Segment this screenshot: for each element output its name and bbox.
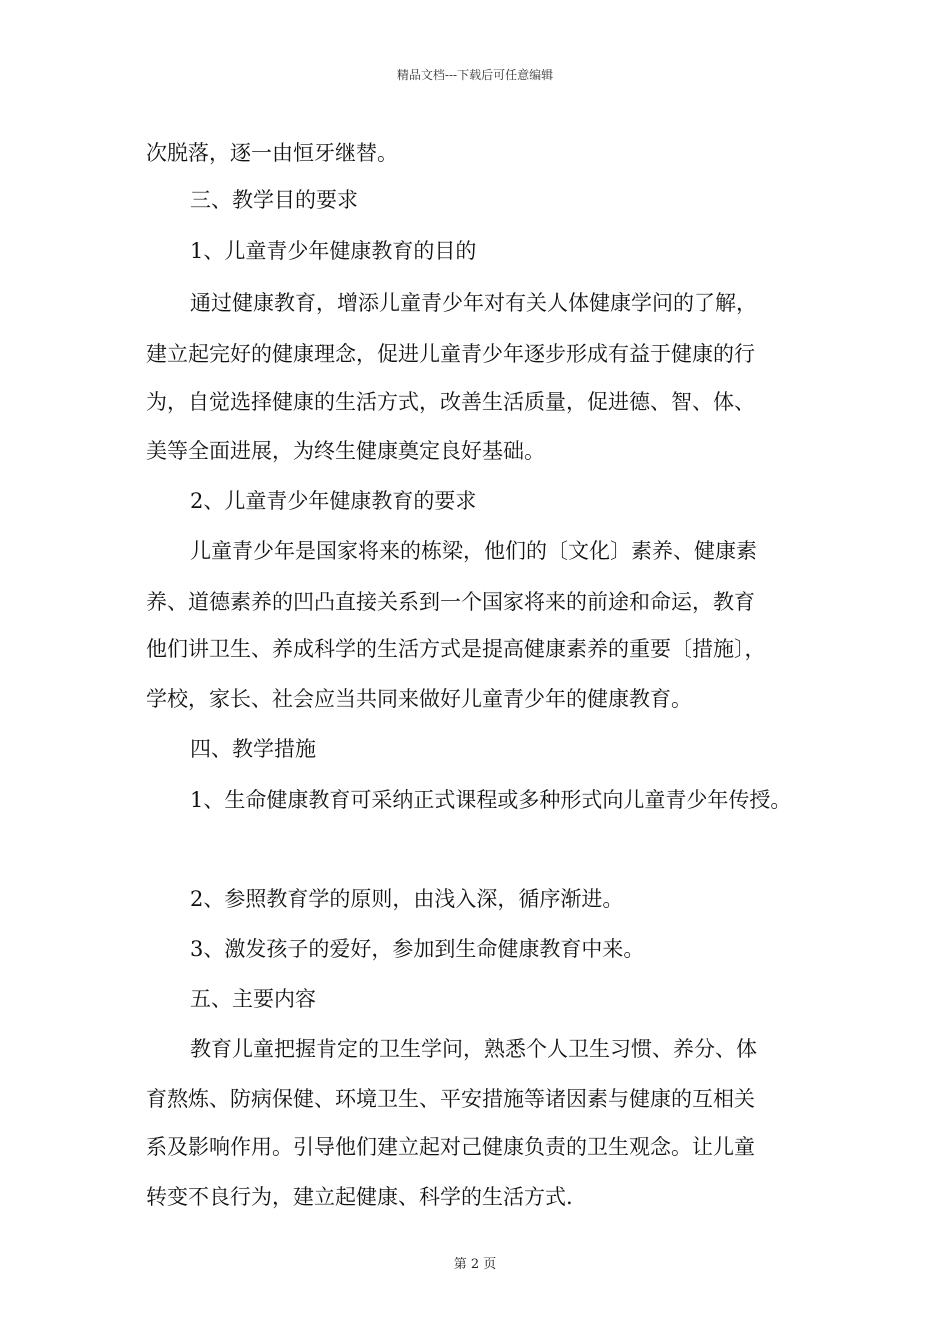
section-heading: 五、主要内容 — [190, 987, 316, 1011]
section-heading: 三、教学目的要求 — [190, 188, 358, 212]
paragraph-line: 育熬炼、防病保健、环境卫生、平安措施等诸因素与健康的互相关 — [146, 1087, 755, 1111]
list-item: 3、激发孩子的爱好，参加到生命健康教育中来。 — [190, 937, 645, 961]
list-item: 2、参照教育学的原则，由浅入深，循序渐进。 — [190, 887, 624, 911]
section-heading: 四、教学措施 — [190, 737, 316, 761]
paragraph-line: 教育儿童把握肯定的卫生学问，熟悉个人卫生习惯、养分、体 — [190, 1037, 757, 1061]
paragraph-line: 系及影响作用。引导他们建立起对己健康负责的卫生观念。让儿童 — [146, 1135, 755, 1159]
page-number: 第 2 页 — [453, 1257, 497, 1272]
subsection-heading: 2、儿童青少年健康教育的要求 — [190, 489, 477, 513]
paragraph-line: 为，自觉选择健康的生活方式，改善生活质量，促进德、智、体、 — [146, 390, 755, 414]
paragraph-line: 儿童青少年是国家将来的栋梁，他们的〔文化〕素养、健康素 — [190, 539, 757, 563]
paragraph-line: 学校，家长、社会应当共同来做好儿童青少年的健康教育。 — [146, 687, 692, 711]
paragraph-line: 养、道德素养的凹凸直接关系到一个国家将来的前途和命运，教育 — [146, 590, 755, 614]
paragraph-line: 美等全面进展，为终生健康奠定良好基础。 — [146, 439, 545, 463]
list-item: 1、生命健康教育可采纳正式课程或多种形式向儿童青少年传授。 — [190, 788, 792, 812]
paragraph-line: 建立起完好的健康理念，促进儿童青少年逐步形成有益于健康的行 — [146, 342, 755, 366]
paragraph-line: 通过健康教育，增添儿童青少年对有关人体健康学问的了解， — [190, 291, 757, 315]
paragraph-line: 次脱落，逐一由恒牙继替。 — [146, 141, 398, 165]
page-header: 精品文档---下载后可任意编辑 — [396, 68, 554, 82]
paragraph-line: 他们讲卫生、养成科学的生活方式是提高健康素养的重要〔措施〕， — [146, 637, 766, 661]
paragraph-line: 转变不良行为，建立起健康、科学的生活方式. — [146, 1185, 573, 1209]
subsection-heading: 1、儿童青少年健康教育的目的 — [190, 239, 477, 263]
